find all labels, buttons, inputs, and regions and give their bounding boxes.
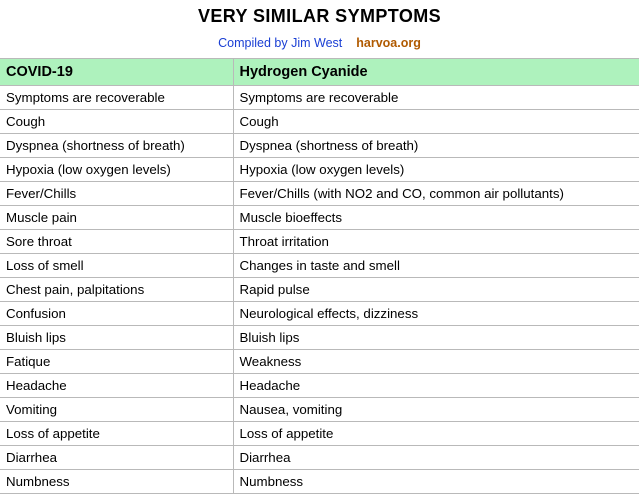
cell-covid19: Vomiting	[0, 398, 233, 422]
table-row	[0, 230, 639, 254]
cell-covid19: Sore throat	[0, 230, 233, 254]
table-row	[0, 326, 639, 350]
cell-hydrogen-cyanide: Hypoxia (low oxygen levels)	[233, 158, 639, 182]
table-row	[0, 206, 639, 230]
cell-hydrogen-cyanide: Bluish lips	[233, 326, 639, 350]
cell-covid19: Muscle pain	[0, 206, 233, 230]
cell-covid19: Loss of smell	[0, 254, 233, 278]
table-row	[0, 278, 639, 302]
cell-hydrogen-cyanide: Loss of appetite	[233, 422, 639, 446]
page-title: VERY SIMILAR SYMPTOMS	[197, 6, 442, 26]
cell-hydrogen-cyanide: Cough	[233, 110, 639, 134]
table-row	[0, 350, 639, 374]
cell-hydrogen-cyanide: Nausea, vomiting	[233, 398, 639, 422]
cell-covid19: Symptoms are recoverable	[0, 86, 233, 110]
cell-covid19: Hypoxia (low oxygen levels)	[0, 158, 233, 182]
table-row	[0, 254, 639, 278]
cell-covid19: Loss of appetite	[0, 422, 233, 446]
cell-covid19: Headache	[0, 374, 233, 398]
cell-hydrogen-cyanide: Headache	[233, 374, 639, 398]
compiled-by-text: Compiled by Jim West	[218, 36, 343, 50]
table-row	[0, 86, 639, 110]
cell-covid19: Chest pain, palpitations	[0, 278, 233, 302]
table-row	[0, 446, 639, 470]
table-row	[0, 470, 639, 494]
cell-covid19: Fever/Chills	[0, 182, 233, 206]
symptoms-comparison-table	[0, 58, 639, 494]
table-row	[0, 302, 639, 326]
cell-covid19: Dyspnea (shortness of breath)	[0, 134, 233, 158]
cell-hydrogen-cyanide: Fever/Chills (with NO2 and CO, common air pollutants)	[233, 182, 639, 206]
cell-hydrogen-cyanide: Rapid pulse	[233, 278, 639, 302]
cell-hydrogen-cyanide: Numbness	[233, 470, 639, 494]
cell-covid19: Confusion	[0, 302, 233, 326]
table-header-row	[0, 59, 639, 86]
column-header-hydrogen-cyanide: Hydrogen Cyanide	[233, 59, 639, 86]
cell-hydrogen-cyanide: Dyspnea (shortness of breath)	[233, 134, 639, 158]
cell-hydrogen-cyanide: Changes in taste and smell	[233, 254, 639, 278]
cell-hydrogen-cyanide: Throat irritation	[233, 230, 639, 254]
cell-covid19: Bluish lips	[0, 326, 233, 350]
table-row	[0, 158, 639, 182]
site-link: harvoa.org	[356, 36, 421, 50]
table-row	[0, 182, 639, 206]
cell-hydrogen-cyanide: Muscle bioeffects	[233, 206, 639, 230]
cell-covid19: Numbness	[0, 470, 233, 494]
table-row	[0, 134, 639, 158]
page-subtitle	[0, 27, 639, 58]
table-body	[0, 86, 639, 494]
cell-hydrogen-cyanide: Symptoms are recoverable	[233, 86, 639, 110]
cell-hydrogen-cyanide: Weakness	[233, 350, 639, 374]
table-header	[0, 59, 639, 86]
table-row	[0, 374, 639, 398]
table-row	[0, 110, 639, 134]
cell-hydrogen-cyanide: Neurological effects, dizziness	[233, 302, 639, 326]
cell-covid19: Fatique	[0, 350, 233, 374]
column-header-covid19: COVID-19	[0, 59, 233, 86]
cell-covid19: Cough	[0, 110, 233, 134]
cell-hydrogen-cyanide: Diarrhea	[233, 446, 639, 470]
cell-covid19: Diarrhea	[0, 446, 233, 470]
table-row	[0, 398, 639, 422]
